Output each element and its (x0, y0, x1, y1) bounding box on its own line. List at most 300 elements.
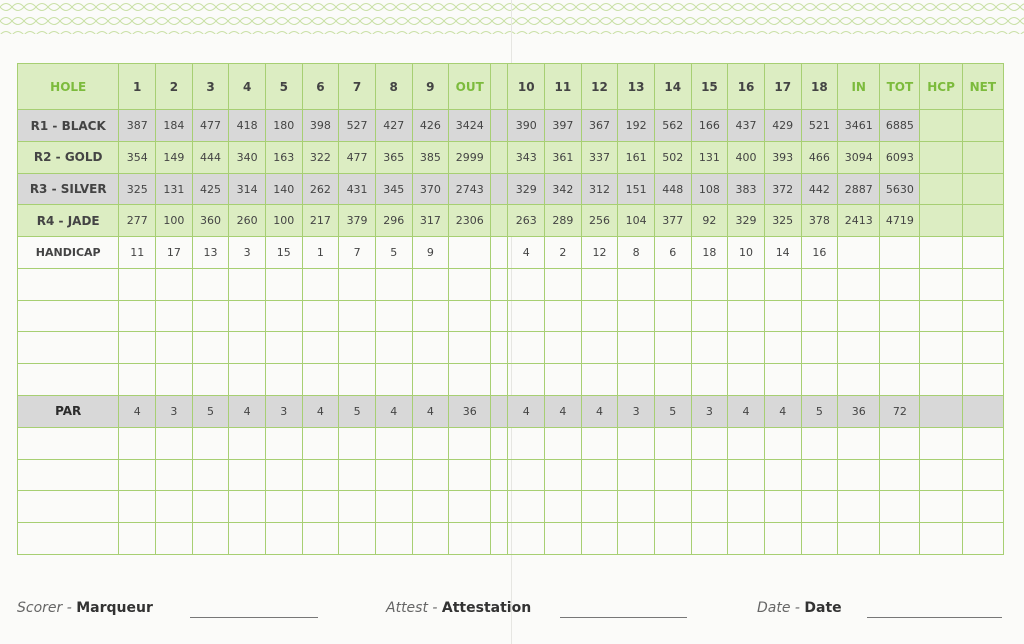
score-cell[interactable] (618, 268, 655, 300)
score-cell[interactable] (375, 364, 412, 396)
score-cell[interactable] (156, 300, 193, 332)
score-cell[interactable] (339, 523, 376, 555)
hcp-cell (920, 141, 962, 173)
score-cell[interactable] (339, 459, 376, 491)
score-cell[interactable] (412, 300, 449, 332)
score-cell[interactable] (265, 364, 302, 396)
score-cell[interactable] (339, 332, 376, 364)
score-cell[interactable] (880, 268, 920, 300)
score-cell[interactable] (838, 268, 880, 300)
score-cell[interactable] (962, 300, 1003, 332)
score-cell[interactable] (339, 427, 376, 459)
score-cell[interactable] (838, 427, 880, 459)
score-cell[interactable] (838, 523, 880, 555)
yardage-cell: 370 (412, 173, 449, 205)
score-entry-row (18, 459, 1004, 491)
score-cell[interactable] (265, 491, 302, 523)
score-cell[interactable] (962, 332, 1003, 364)
score-cell[interactable] (581, 332, 618, 364)
yardage-cell: 444 (192, 141, 229, 173)
score-cell[interactable] (581, 364, 618, 396)
par-cell: 5 (801, 396, 838, 428)
grand-total: 6093 (880, 141, 920, 173)
score-cell[interactable] (508, 459, 545, 491)
score-cell[interactable] (339, 364, 376, 396)
score-cell[interactable] (838, 364, 880, 396)
score-cell[interactable] (265, 427, 302, 459)
score-cell[interactable] (302, 459, 339, 491)
par-cell: 5 (339, 396, 376, 428)
gap-cell (491, 237, 508, 269)
score-cell[interactable] (801, 523, 838, 555)
hole-number: 1 (119, 64, 156, 110)
score-cell[interactable] (654, 523, 691, 555)
score-cell[interactable] (764, 364, 801, 396)
score-cell[interactable] (449, 300, 491, 332)
player-name-cell[interactable] (18, 459, 119, 491)
score-cell[interactable] (229, 427, 266, 459)
score-cell[interactable] (880, 427, 920, 459)
player-name-cell[interactable] (18, 268, 119, 300)
score-cell[interactable] (545, 268, 582, 300)
score-cell[interactable] (229, 364, 266, 396)
score-cell[interactable] (581, 459, 618, 491)
score-cell[interactable] (880, 491, 920, 523)
score-cell[interactable] (302, 523, 339, 555)
score-cell[interactable] (654, 364, 691, 396)
handicap-cell: 17 (156, 237, 193, 269)
date-signature-line[interactable] (867, 617, 1002, 618)
score-cell[interactable] (412, 427, 449, 459)
score-cell[interactable] (265, 332, 302, 364)
out-total: 2999 (449, 141, 491, 173)
score-cell[interactable] (449, 268, 491, 300)
score-cell[interactable] (119, 364, 156, 396)
yardage-cell: 378 (801, 205, 838, 237)
hole-number: 7 (339, 64, 376, 110)
score-cell[interactable] (691, 268, 728, 300)
score-cell[interactable] (654, 300, 691, 332)
in-total: 3094 (838, 141, 880, 173)
score-cell[interactable] (545, 364, 582, 396)
gap-cell (491, 491, 508, 523)
score-cell[interactable] (375, 523, 412, 555)
score-cell[interactable] (728, 364, 765, 396)
score-cell[interactable] (302, 268, 339, 300)
score-cell[interactable] (618, 427, 655, 459)
score-cell[interactable] (375, 427, 412, 459)
score-cell[interactable] (156, 491, 193, 523)
player-name-cell[interactable] (18, 491, 119, 523)
score-cell[interactable] (302, 364, 339, 396)
hole-number: 10 (508, 64, 545, 110)
tee-row (18, 205, 1004, 237)
score-entry-row (18, 427, 1004, 459)
score-cell[interactable] (156, 523, 193, 555)
score-cell[interactable] (302, 332, 339, 364)
score-cell[interactable] (508, 300, 545, 332)
score-cell[interactable] (728, 523, 765, 555)
score-cell[interactable] (375, 459, 412, 491)
score-cell[interactable] (192, 300, 229, 332)
hole-number: 11 (545, 64, 582, 110)
score-cell[interactable] (119, 523, 156, 555)
score-cell[interactable] (156, 364, 193, 396)
score-cell[interactable] (412, 491, 449, 523)
score-cell[interactable] (449, 491, 491, 523)
yardage-cell: 360 (192, 205, 229, 237)
hole-number: 9 (412, 64, 449, 110)
score-cell[interactable] (618, 491, 655, 523)
score-cell[interactable] (764, 459, 801, 491)
gap-cell (491, 364, 508, 396)
score-cell[interactable] (920, 427, 962, 459)
score-cell[interactable] (801, 459, 838, 491)
hole-number: 4 (229, 64, 266, 110)
score-cell[interactable] (654, 427, 691, 459)
scorer-signature-line[interactable] (190, 617, 318, 618)
score-cell[interactable] (508, 268, 545, 300)
score-cell[interactable] (691, 332, 728, 364)
handicap-cell: 11 (119, 237, 156, 269)
score-cell[interactable] (764, 427, 801, 459)
yardage-cell: 367 (581, 110, 618, 142)
score-cell[interactable] (654, 332, 691, 364)
score-cell[interactable] (728, 491, 765, 523)
score-cell[interactable] (449, 459, 491, 491)
par-cell: 3 (156, 396, 193, 428)
score-cell[interactable] (302, 300, 339, 332)
yardage-cell: 217 (302, 205, 339, 237)
score-cell[interactable] (412, 523, 449, 555)
yardage-cell: 192 (618, 110, 655, 142)
gap-cell (491, 205, 508, 237)
score-cell[interactable] (412, 364, 449, 396)
score-cell[interactable] (962, 459, 1003, 491)
score-cell[interactable] (119, 300, 156, 332)
score-cell[interactable] (412, 459, 449, 491)
score-cell[interactable] (838, 332, 880, 364)
score-cell[interactable] (156, 268, 193, 300)
score-cell[interactable] (581, 300, 618, 332)
grand-total: 4719 (880, 205, 920, 237)
score-cell[interactable] (920, 491, 962, 523)
score-cell[interactable] (508, 491, 545, 523)
score-cell[interactable] (728, 300, 765, 332)
out-total: 3424 (449, 110, 491, 142)
scorer-label-fr: Marqueur (76, 600, 153, 616)
score-cell[interactable] (618, 300, 655, 332)
hole-number: 13 (618, 64, 655, 110)
score-cell[interactable] (545, 459, 582, 491)
handicap-cell: 5 (375, 237, 412, 269)
score-entry-row (18, 523, 1004, 555)
score-cell[interactable] (156, 427, 193, 459)
score-cell[interactable] (375, 300, 412, 332)
score-cell[interactable] (508, 364, 545, 396)
handicap-cell: 16 (801, 237, 838, 269)
score-cell[interactable] (156, 459, 193, 491)
score-cell[interactable] (801, 300, 838, 332)
scorer-label-en: Scorer (17, 600, 63, 616)
score-cell[interactable] (119, 332, 156, 364)
score-cell[interactable] (545, 427, 582, 459)
score-cell[interactable] (545, 491, 582, 523)
yardage-cell: 431 (339, 173, 376, 205)
gap-cell (491, 300, 508, 332)
score-cell[interactable] (691, 491, 728, 523)
score-cell[interactable] (119, 491, 156, 523)
yardage-cell: 427 (375, 110, 412, 142)
hcp-cell (920, 173, 962, 205)
yardage-cell: 100 (265, 205, 302, 237)
scorer-field-label (17, 600, 153, 616)
score-cell[interactable] (265, 300, 302, 332)
score-cell[interactable] (691, 459, 728, 491)
tee-label: R4 - JADE (18, 205, 119, 237)
score-cell[interactable] (764, 268, 801, 300)
yardage-cell: 442 (801, 173, 838, 205)
score-cell[interactable] (962, 523, 1003, 555)
score-cell[interactable] (654, 459, 691, 491)
score-cell[interactable] (302, 427, 339, 459)
yardage-cell: 448 (654, 173, 691, 205)
score-cell[interactable] (581, 491, 618, 523)
score-cell[interactable] (192, 364, 229, 396)
hole-number: 6 (302, 64, 339, 110)
hcp-cell (920, 205, 962, 237)
score-cell[interactable] (654, 268, 691, 300)
score-cell[interactable] (192, 459, 229, 491)
net-cell (962, 110, 1003, 142)
empty-cell (962, 396, 1003, 428)
score-cell[interactable] (508, 523, 545, 555)
score-cell[interactable] (764, 300, 801, 332)
score-cell[interactable] (229, 523, 266, 555)
score-cell[interactable] (728, 268, 765, 300)
score-cell[interactable] (801, 427, 838, 459)
hole-header: HOLE (18, 64, 119, 110)
player-name-cell[interactable] (18, 523, 119, 555)
score-cell[interactable] (838, 300, 880, 332)
attest-label-fr: Attestation (441, 600, 532, 616)
score-cell[interactable] (801, 491, 838, 523)
score-cell[interactable] (581, 268, 618, 300)
score-cell[interactable] (654, 491, 691, 523)
yardage-cell: 502 (654, 141, 691, 173)
date-sep: - (790, 600, 805, 616)
par-tot: 72 (880, 396, 920, 428)
score-cell[interactable] (880, 459, 920, 491)
score-cell[interactable] (920, 300, 962, 332)
score-cell[interactable] (618, 332, 655, 364)
net-cell (962, 205, 1003, 237)
score-cell[interactable] (229, 491, 266, 523)
yardage-cell: 354 (119, 141, 156, 173)
score-cell[interactable] (192, 427, 229, 459)
score-cell[interactable] (375, 332, 412, 364)
score-cell[interactable] (339, 300, 376, 332)
gap-cell (491, 396, 508, 428)
score-cell[interactable] (581, 427, 618, 459)
score-cell[interactable] (920, 459, 962, 491)
score-cell[interactable] (962, 268, 1003, 300)
score-cell[interactable] (339, 491, 376, 523)
hole-number: 16 (728, 64, 765, 110)
score-cell[interactable] (728, 427, 765, 459)
score-cell[interactable] (838, 459, 880, 491)
yardage-cell: 92 (691, 205, 728, 237)
gap-cell (491, 268, 508, 300)
par-cell: 4 (375, 396, 412, 428)
net-cell (962, 173, 1003, 205)
par-out: 36 (449, 396, 491, 428)
score-cell[interactable] (764, 332, 801, 364)
score-cell[interactable] (192, 491, 229, 523)
score-cell[interactable] (229, 300, 266, 332)
score-cell[interactable] (545, 523, 582, 555)
yardage-cell: 312 (581, 173, 618, 205)
gap-cell (491, 64, 508, 110)
grand-total: 5630 (880, 173, 920, 205)
tot-header: TOT (880, 64, 920, 110)
score-cell[interactable] (545, 332, 582, 364)
score-cell[interactable] (508, 427, 545, 459)
score-cell[interactable] (229, 332, 266, 364)
score-cell[interactable] (265, 523, 302, 555)
score-cell[interactable] (962, 364, 1003, 396)
score-cell[interactable] (728, 332, 765, 364)
yardage-cell: 180 (265, 110, 302, 142)
score-cell[interactable] (880, 300, 920, 332)
score-cell[interactable] (581, 523, 618, 555)
score-cell[interactable] (302, 491, 339, 523)
in-header: IN (838, 64, 880, 110)
score-cell[interactable] (119, 268, 156, 300)
score-cell[interactable] (691, 427, 728, 459)
score-cell[interactable] (449, 364, 491, 396)
par-cell: 4 (412, 396, 449, 428)
score-cell[interactable] (449, 332, 491, 364)
score-cell[interactable] (265, 268, 302, 300)
par-cell: 5 (192, 396, 229, 428)
player-name-cell[interactable] (18, 364, 119, 396)
player-name-cell[interactable] (18, 427, 119, 459)
score-cell[interactable] (229, 459, 266, 491)
score-cell[interactable] (265, 459, 302, 491)
yardage-cell: 149 (156, 141, 193, 173)
hole-number: 5 (265, 64, 302, 110)
score-cell[interactable] (920, 364, 962, 396)
yardage-cell: 466 (801, 141, 838, 173)
par-cell: 4 (302, 396, 339, 428)
score-cell[interactable] (156, 332, 193, 364)
score-cell[interactable] (920, 523, 962, 555)
score-cell[interactable] (618, 459, 655, 491)
score-cell[interactable] (880, 364, 920, 396)
score-cell[interactable] (880, 332, 920, 364)
score-cell[interactable] (119, 459, 156, 491)
score-cell[interactable] (838, 491, 880, 523)
yardage-cell: 383 (728, 173, 765, 205)
handicap-cell: 10 (728, 237, 765, 269)
score-cell[interactable] (375, 268, 412, 300)
score-cell[interactable] (449, 523, 491, 555)
decorative-pattern (0, 0, 1024, 34)
score-cell[interactable] (618, 364, 655, 396)
score-cell[interactable] (920, 332, 962, 364)
yardage-cell: 151 (618, 173, 655, 205)
out-total: 2306 (449, 205, 491, 237)
score-cell[interactable] (764, 491, 801, 523)
in-total: 2413 (838, 205, 880, 237)
player-name-cell[interactable] (18, 332, 119, 364)
gap-cell (491, 459, 508, 491)
score-cell[interactable] (192, 523, 229, 555)
score-cell[interactable] (449, 427, 491, 459)
score-cell[interactable] (618, 523, 655, 555)
score-cell[interactable] (375, 491, 412, 523)
score-cell[interactable] (801, 332, 838, 364)
yardage-cell: 400 (728, 141, 765, 173)
attest-signature-line[interactable] (560, 617, 687, 618)
score-cell[interactable] (192, 268, 229, 300)
tee-row (18, 173, 1004, 205)
score-cell[interactable] (412, 332, 449, 364)
score-cell[interactable] (962, 427, 1003, 459)
gap-cell (491, 173, 508, 205)
score-cell[interactable] (691, 300, 728, 332)
player-name-cell[interactable] (18, 300, 119, 332)
yardage-cell: 361 (545, 141, 582, 173)
score-cell[interactable] (764, 523, 801, 555)
yardage-cell: 390 (508, 110, 545, 142)
yardage-cell: 387 (119, 110, 156, 142)
attest-label-en: Attest (386, 600, 428, 616)
score-cell[interactable] (339, 268, 376, 300)
score-cell[interactable] (192, 332, 229, 364)
par-cell: 4 (581, 396, 618, 428)
yardage-cell: 108 (691, 173, 728, 205)
yardage-cell: 343 (508, 141, 545, 173)
score-cell[interactable] (801, 364, 838, 396)
score-entry-row (18, 332, 1004, 364)
score-cell[interactable] (920, 268, 962, 300)
score-cell[interactable] (691, 523, 728, 555)
score-cell[interactable] (119, 427, 156, 459)
yardage-cell: 397 (545, 110, 582, 142)
net-header: NET (962, 64, 1003, 110)
score-cell[interactable] (801, 268, 838, 300)
score-cell[interactable] (545, 300, 582, 332)
hole-number: 2 (156, 64, 193, 110)
score-cell[interactable] (728, 459, 765, 491)
gap-cell (491, 332, 508, 364)
yardage-cell: 340 (229, 141, 266, 173)
score-cell[interactable] (691, 364, 728, 396)
attest-sep: - (427, 600, 442, 616)
yardage-cell: 426 (412, 110, 449, 142)
yardage-cell: 329 (728, 205, 765, 237)
yardage-cell: 289 (545, 205, 582, 237)
handicap-cell: 12 (581, 237, 618, 269)
score-cell[interactable] (412, 268, 449, 300)
score-cell[interactable] (229, 268, 266, 300)
score-cell[interactable] (962, 491, 1003, 523)
score-cell[interactable] (880, 523, 920, 555)
yardage-cell: 104 (618, 205, 655, 237)
score-cell[interactable] (508, 332, 545, 364)
